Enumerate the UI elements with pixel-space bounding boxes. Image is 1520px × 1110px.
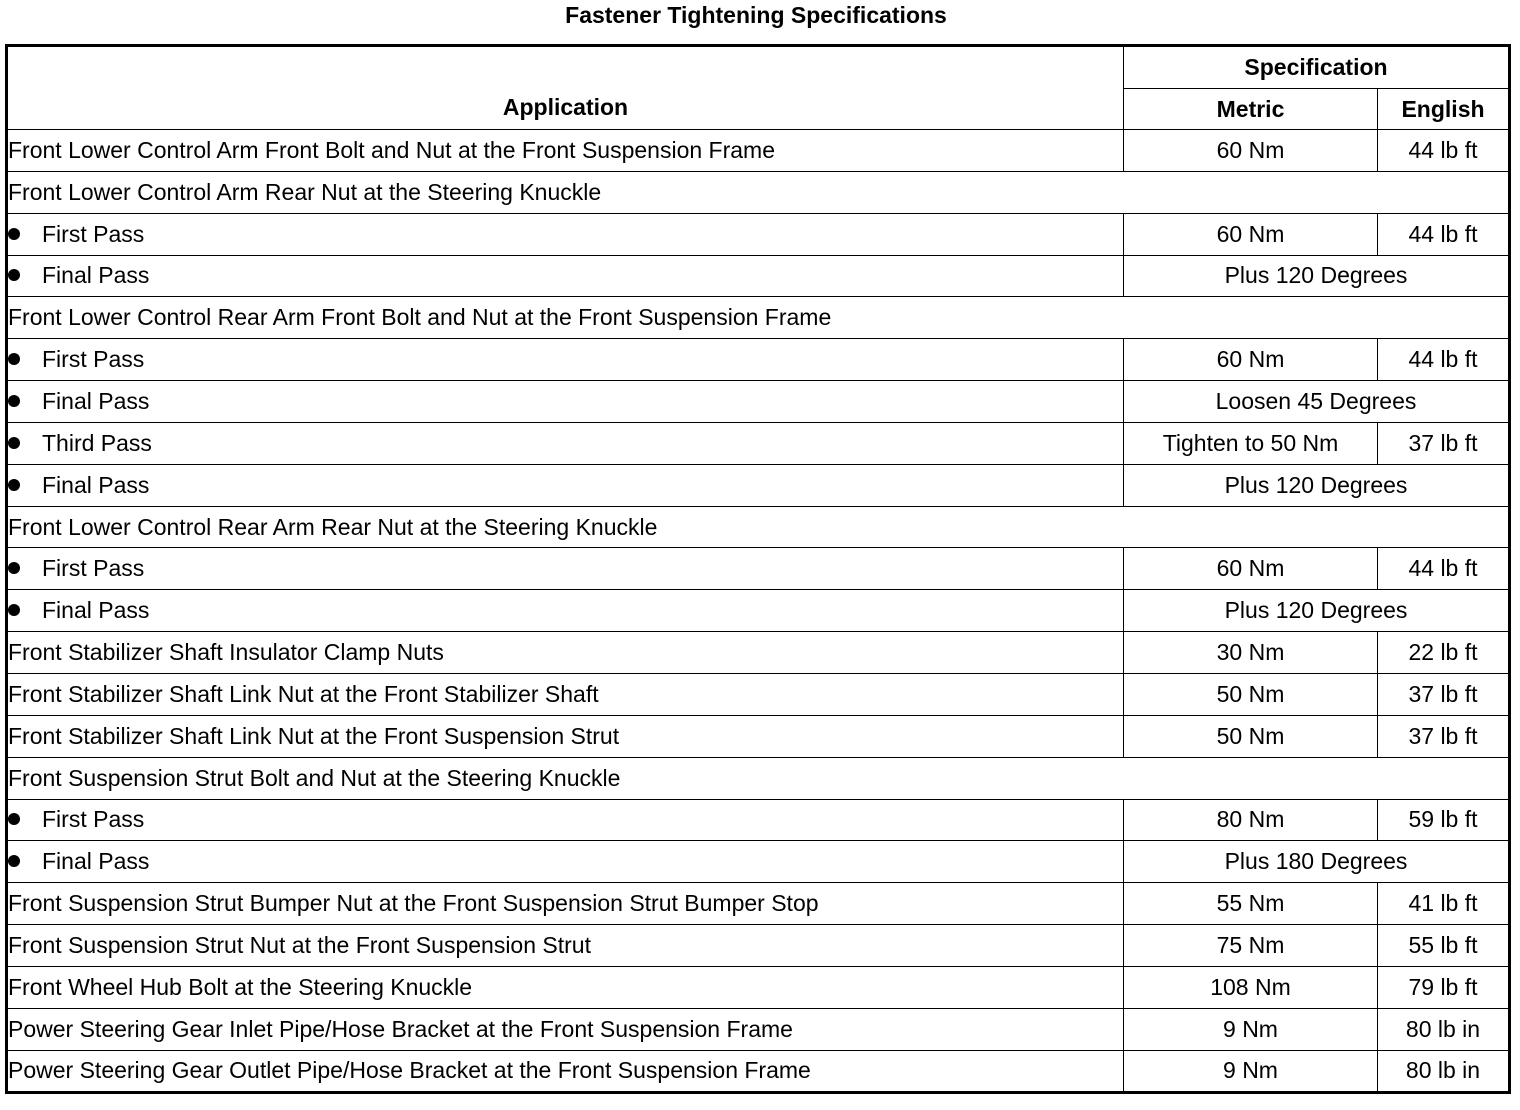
bullet-icon: [8, 604, 20, 616]
table-row: [7, 673, 1510, 715]
metric-value: 30 Nm: [1216, 639, 1285, 666]
metric-cell: [1124, 715, 1378, 757]
metric-value: 80 Nm: [1216, 806, 1285, 833]
application-label: Final Pass: [42, 597, 150, 624]
english-value: 44 lb ft: [1408, 136, 1478, 163]
english-value: 44 lb ft: [1408, 220, 1478, 247]
application-label: First Pass: [42, 346, 145, 373]
metric-value: 60 Nm: [1216, 346, 1285, 373]
english-cell: [1378, 883, 1510, 925]
metric-value: 60 Nm: [1216, 136, 1285, 163]
metric-value: 50 Nm: [1216, 680, 1285, 707]
english-cell: [1378, 632, 1510, 674]
combined-spec-cell: [1124, 381, 1510, 423]
english-value: 80 lb in: [1405, 1015, 1481, 1042]
metric-cell: [1124, 1008, 1378, 1050]
table-row: [7, 883, 1510, 925]
application-label: Front Suspension Strut Nut at the Front Suspension Strut: [8, 931, 591, 958]
application-label: Front Lower Control Arm Front Bolt and Nut at the Front Suspension Frame: [8, 136, 776, 163]
application-cell: [7, 1050, 1124, 1093]
application-label: Front Lower Control Arm Rear Nut at the Steering Knuckle: [8, 178, 602, 205]
combined-spec-cell: [1124, 255, 1510, 297]
application-cell: [7, 1008, 1124, 1050]
application-label: First Pass: [42, 555, 145, 582]
english-cell: [1378, 548, 1510, 590]
application-cell: [7, 464, 1124, 506]
metric-cell: [1124, 673, 1378, 715]
application-cell: [7, 213, 1124, 255]
bullet-icon: [8, 269, 20, 281]
application-cell: [7, 632, 1124, 674]
english-cell: [1378, 673, 1510, 715]
application-label: Front Lower Control Rear Arm Rear Nut at the Steering Knuckle: [8, 513, 658, 540]
bullet-icon: [8, 437, 20, 449]
metric-cell: [1124, 422, 1378, 464]
application-cell: [7, 297, 1510, 339]
english-value: 22 lb ft: [1408, 639, 1478, 666]
application-cell: [7, 925, 1124, 967]
english-header: [1378, 89, 1510, 130]
table-row: [7, 966, 1510, 1008]
bullet-icon: [8, 479, 20, 491]
application-label: Power Steering Gear Inlet Pipe/Hose Bracket at the Front Suspension Frame: [8, 1015, 793, 1042]
application-cell: [7, 757, 1510, 799]
metric-cell: [1124, 799, 1378, 841]
english-value: 79 lb ft: [1408, 973, 1478, 1000]
bullet-icon: [8, 562, 20, 574]
table-row: [7, 381, 1510, 423]
combined-spec-value: Plus 180 Degrees: [1224, 848, 1408, 875]
metric-value: 50 Nm: [1216, 722, 1285, 749]
page-title: Fastener Tightening Specifications: [565, 2, 947, 28]
application-cell: [7, 422, 1124, 464]
application-label: Third Pass: [42, 429, 152, 456]
table-row: [7, 339, 1510, 381]
application-label: Final Pass: [42, 387, 150, 414]
application-cell: [7, 339, 1124, 381]
bullet-icon: [8, 855, 20, 867]
application-label: Front Stabilizer Shaft Insulator Clamp Nuts: [8, 639, 444, 666]
metric-header-label: Metric: [1216, 95, 1285, 122]
fastener-spec-table: [5, 44, 1511, 1094]
metric-cell: [1124, 925, 1378, 967]
english-value: 44 lb ft: [1408, 555, 1478, 582]
combined-spec-value: Plus 120 Degrees: [1224, 262, 1408, 289]
english-cell: [1378, 715, 1510, 757]
metric-cell: [1124, 213, 1378, 255]
application-label: Power Steering Gear Outlet Pipe/Hose Bracket at the Front Suspension Frame: [8, 1057, 811, 1084]
metric-value: 75 Nm: [1216, 931, 1285, 958]
table-row: [7, 841, 1510, 883]
application-cell: [7, 171, 1510, 213]
table-row: [7, 1050, 1510, 1093]
application-cell: [7, 673, 1124, 715]
metric-cell: [1124, 1050, 1378, 1093]
application-label: Front Wheel Hub Bolt at the Steering Knuckle: [8, 973, 473, 1000]
application-header: [7, 46, 1124, 130]
table-row: [7, 422, 1510, 464]
metric-value: 9 Nm: [1223, 1057, 1278, 1084]
english-cell: [1378, 925, 1510, 967]
application-label: Front Lower Control Rear Arm Front Bolt and Nut at the Front Suspension Frame: [8, 304, 832, 331]
spec-table-body: [7, 130, 1510, 1093]
application-cell: [7, 590, 1124, 632]
application-cell: [7, 548, 1124, 590]
application-label: First Pass: [42, 220, 145, 247]
application-label: Front Stabilizer Shaft Link Nut at the Front Stabilizer Shaft: [8, 680, 599, 707]
table-row: [7, 799, 1510, 841]
metric-value: 55 Nm: [1216, 890, 1285, 917]
application-cell: [7, 966, 1124, 1008]
table-group-row: [7, 171, 1510, 213]
table-row: [7, 464, 1510, 506]
combined-spec-value: Loosen 45 Degrees: [1215, 387, 1417, 414]
combined-spec-cell: [1124, 590, 1510, 632]
metric-value: Tighten to 50 Nm: [1162, 429, 1339, 456]
english-value: 59 lb ft: [1408, 806, 1478, 833]
metric-cell: [1124, 883, 1378, 925]
english-value: 37 lb ft: [1408, 680, 1478, 707]
application-header-label: Application: [502, 94, 629, 120]
table-row: [7, 255, 1510, 297]
table-row: [7, 213, 1510, 255]
application-cell: [7, 841, 1124, 883]
table-row: [7, 632, 1510, 674]
application-label: Front Suspension Strut Bumper Nut at the Front Suspension Strut Bumper Stop: [8, 890, 819, 917]
table-row: [7, 1008, 1510, 1050]
metric-cell: [1124, 130, 1378, 172]
metric-value: 108 Nm: [1210, 973, 1291, 1000]
metric-cell: [1124, 339, 1378, 381]
english-cell: [1378, 1050, 1510, 1093]
application-label: Front Suspension Strut Bolt and Nut at the Steering Knuckle: [8, 764, 621, 791]
specification-header-label: Specification: [1244, 54, 1388, 80]
application-label: Final Pass: [42, 471, 150, 498]
english-cell: [1378, 799, 1510, 841]
application-cell: [7, 506, 1510, 548]
application-cell: [7, 130, 1124, 172]
table-row: [7, 130, 1510, 172]
application-cell: [7, 715, 1124, 757]
metric-value: 9 Nm: [1223, 1015, 1278, 1042]
english-value: 55 lb ft: [1408, 931, 1478, 958]
english-cell: [1378, 422, 1510, 464]
bullet-icon: [8, 395, 20, 407]
english-cell: [1378, 213, 1510, 255]
metric-value: 60 Nm: [1216, 220, 1285, 247]
metric-value: 60 Nm: [1216, 555, 1285, 582]
table-row: [7, 548, 1510, 590]
application-label: Final Pass: [42, 262, 150, 289]
english-header-label: English: [1401, 95, 1485, 122]
table-group-row: [7, 297, 1510, 339]
combined-spec-cell: [1124, 841, 1510, 883]
application-cell: [7, 255, 1124, 297]
application-cell: [7, 883, 1124, 925]
english-cell: [1378, 1008, 1510, 1050]
combined-spec-cell: [1124, 464, 1510, 506]
english-value: 37 lb ft: [1408, 722, 1478, 749]
metric-header: [1124, 89, 1378, 130]
application-label: Final Pass: [42, 848, 150, 875]
english-value: 41 lb ft: [1408, 890, 1478, 917]
combined-spec-value: Plus 120 Degrees: [1224, 597, 1408, 624]
table-row: [7, 590, 1510, 632]
table-group-row: [7, 757, 1510, 799]
application-label: First Pass: [42, 806, 145, 833]
english-value: 37 lb ft: [1408, 429, 1478, 456]
english-cell: [1378, 339, 1510, 381]
bullet-icon: [8, 353, 20, 365]
english-value: 80 lb in: [1405, 1057, 1481, 1084]
bullet-icon: [8, 228, 20, 240]
combined-spec-value: Plus 120 Degrees: [1224, 471, 1408, 498]
table-group-row: [7, 506, 1510, 548]
specification-header: [1124, 46, 1510, 89]
bullet-icon: [8, 813, 20, 825]
table-row: [7, 925, 1510, 967]
application-label: Front Stabilizer Shaft Link Nut at the Front Suspension Strut: [8, 722, 620, 749]
table-row: [7, 715, 1510, 757]
metric-cell: [1124, 632, 1378, 674]
english-cell: [1378, 966, 1510, 1008]
metric-cell: [1124, 548, 1378, 590]
application-cell: [7, 381, 1124, 423]
english-cell: [1378, 130, 1510, 172]
metric-cell: [1124, 966, 1378, 1008]
english-value: 44 lb ft: [1408, 346, 1478, 373]
application-cell: [7, 799, 1124, 841]
